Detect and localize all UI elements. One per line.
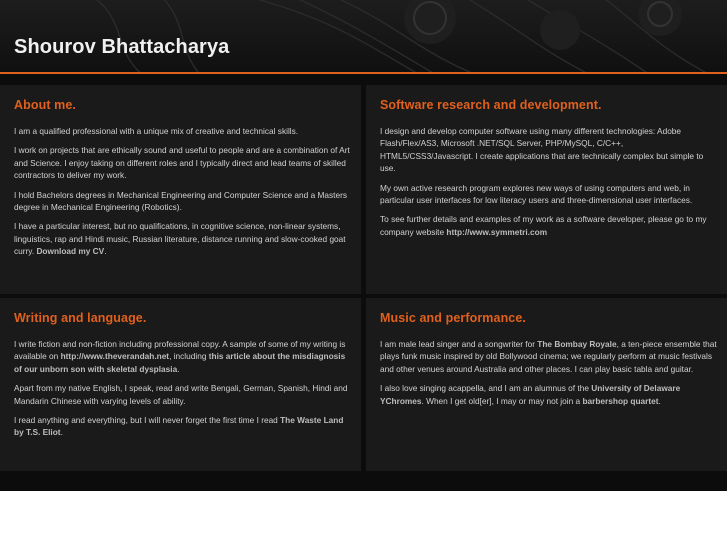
article-link[interactable]: this article about the misdiagnosis of our unborn son with skeletal dysplasia xyxy=(14,351,346,374)
barbershop-quartet-link[interactable]: barbershop quartet xyxy=(582,395,659,406)
writing-section xyxy=(0,298,361,471)
music-paragraph-2-c: . xyxy=(658,395,661,406)
music-paragraph-2-b: . When I get old[er], I may or may not join a xyxy=(421,395,583,406)
bombay-royale-link[interactable]: The Bombay Royale xyxy=(537,339,617,349)
music-heading: Music and performance. xyxy=(380,311,526,325)
software-paragraph-2: My own active research program explores new ways of using computers and web, in particular user interfaces for low literacy users and three-dimensional user interfaces. xyxy=(380,182,693,206)
waste-land-link[interactable]: The Waste Land by T.S. Eliot xyxy=(14,415,344,438)
about-paragraph-4 xyxy=(14,220,352,257)
writing-paragraph-1-b: , including xyxy=(169,351,209,362)
writing-paragraph-3 xyxy=(14,414,352,439)
writing-heading: Writing and language. xyxy=(14,311,147,325)
software-paragraph-3 xyxy=(380,213,718,238)
about-heading: About me. xyxy=(14,98,77,112)
music-paragraph-2 xyxy=(380,382,718,407)
writing-paragraph-1-c: . xyxy=(177,363,180,374)
music-section xyxy=(366,298,727,471)
site-title: Shourov Bhattacharya xyxy=(14,36,230,58)
music-paragraph-1 xyxy=(380,338,718,375)
writing-paragraph-3-b: . xyxy=(60,427,63,438)
symmetri-link[interactable]: http://www.symmetri.com xyxy=(446,226,548,237)
software-heading: Software research and development. xyxy=(380,98,602,112)
theverandah-link[interactable]: http://www.theverandah.net xyxy=(60,351,170,362)
writing-paragraph-3-a: I read anything and everything, but I will never forget the first time I read xyxy=(14,415,281,426)
about-section xyxy=(0,85,361,294)
writing-paragraph-1-a: I write fiction and non-fiction including professional copy. A sample of some of my writing is available on xyxy=(14,339,346,362)
header xyxy=(0,0,727,72)
about-paragraph-4-end: . xyxy=(104,246,107,257)
software-paragraph-3-text: To see further details and examples of my work as a software developer, please go to my company website xyxy=(380,214,707,237)
music-paragraph-2-a: I also love singing acappella, and I am an alumnus of the xyxy=(380,383,592,394)
about-paragraph-4-text: I have a particular interest, but no qualifications, in cognitive science, non-linear systems, linguistics, rap and Hindi music, Russian literature, distance running and slow-cooked goat curry. xyxy=(14,221,346,257)
about-paragraph-2: I work on projects that are ethically sound and useful to people and are a combination of Art and Science. I enjoy taking on different roles and I typically direct and lead teams of skilled contractors to deliver my work. xyxy=(14,145,350,181)
ychromes-link[interactable]: University of Delaware YChromes xyxy=(380,383,681,406)
about-paragraph-3: I hold Bachelors degrees in Mechanical Engineering and Computer Science and a Masters degree in Mechanical Engineering (Robotics). xyxy=(14,189,347,213)
header-divider xyxy=(0,72,727,74)
writing-paragraph-1 xyxy=(14,338,352,375)
software-paragraph-1: I design and develop computer software using many different technologies: Adobe Flash/Flex/AS3, Microsoft .NET/SQL Server, PHP/MySQL, C/C++, HTML5/CSS3/Javascript. I create applications that are technically complex but simple to use. xyxy=(380,126,704,174)
software-section xyxy=(366,85,727,294)
download-cv-link[interactable]: Download my CV xyxy=(36,246,105,257)
writing-paragraph-2: Apart from my native English, I speak, read and write Bengali, German, Spanish, Hindi and Mandarin Chinese with varying levels of ability. xyxy=(14,383,348,406)
music-paragraph-1-a: I am male lead singer and a songwriter for xyxy=(380,339,538,349)
about-paragraph-1: I am a qualified professional with a unique mix of creative and technical skills. xyxy=(14,126,299,136)
music-paragraph-1-b: , a ten-piece ensemble that plays funk music inspired by old Bollywood cinema; we regularly perform at music festivals and other venues around Australia and other places. I can play basic tabla and guitar. xyxy=(380,339,717,374)
